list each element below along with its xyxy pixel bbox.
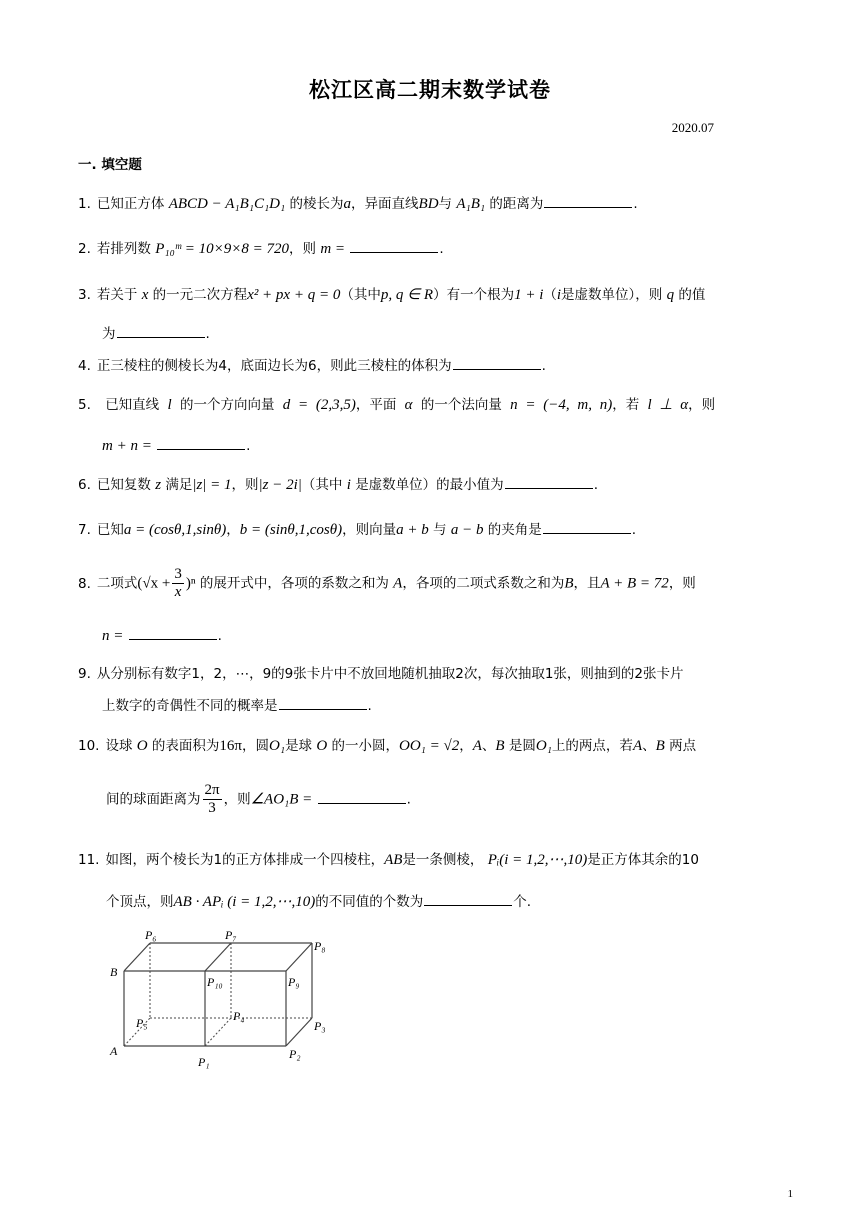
q10-math: O	[136, 738, 148, 754]
q3-math: 1 + i	[514, 287, 544, 303]
question-7	[78, 518, 636, 539]
q11-text: 个顶点，则	[106, 894, 174, 910]
q10-math: O	[316, 738, 328, 754]
q3-text: 若关于	[96, 287, 138, 303]
q6-math: i	[346, 477, 351, 493]
q5-math: m + n =	[102, 438, 152, 454]
question-number: 8.	[78, 575, 91, 592]
q1-text: 与	[438, 196, 453, 212]
q8-math: )ⁿ	[185, 575, 196, 592]
q5-text: 的一个法向量	[420, 397, 502, 413]
fraction-numerator: 3	[174, 566, 182, 582]
question-number: 11.	[78, 852, 100, 868]
label-P8: P₈	[314, 939, 326, 953]
question-5	[78, 393, 715, 414]
q10-text: 的一小圆，	[331, 738, 399, 754]
q11-text: 是一条侧棱，	[402, 852, 484, 868]
q1-text: 已知正方体	[96, 196, 165, 212]
q7-text: 与	[433, 522, 447, 538]
q6-text: ，则	[231, 477, 259, 493]
prism-figure	[105, 924, 345, 1074]
q1-end: .	[633, 196, 638, 212]
q7-math: b = (sinθ,1,cosθ)	[239, 522, 343, 538]
answer-blank[interactable]	[279, 695, 367, 710]
q2-text: 若排列数	[96, 241, 151, 257]
q6-text: （其中	[301, 477, 343, 493]
edge	[124, 943, 150, 971]
q10-text: ，	[459, 738, 473, 754]
q3-text: 的值	[678, 287, 706, 303]
q10-fraction	[203, 782, 222, 817]
q10-text: 、	[481, 738, 496, 754]
question-4	[78, 354, 546, 374]
q8-text: 二项式	[96, 575, 138, 592]
answer-blank[interactable]	[544, 193, 632, 208]
q1-math: ABCD − A₁B₁C₁D₁	[168, 196, 286, 212]
q10-text: ，圆	[242, 738, 269, 754]
q3-text: 的一元二次方程	[152, 287, 248, 303]
q5-text: ，若	[612, 397, 640, 413]
question-number: 2.	[78, 241, 91, 257]
label-P10: P₁₀	[207, 975, 223, 989]
answer-blank[interactable]	[543, 519, 631, 534]
q8-math: A + B = 72	[600, 575, 669, 592]
answer-blank[interactable]	[350, 238, 438, 253]
q3-text: ）有一个根为	[433, 287, 515, 303]
question-11-line-2	[106, 890, 531, 911]
edge	[205, 943, 231, 971]
q10-text: ，则	[223, 791, 251, 808]
q10-math: A	[472, 738, 482, 754]
q11-math: AB · APᵢ (i = 1,2,⋯,10)	[173, 894, 316, 910]
question-number: 10.	[78, 738, 100, 754]
q10-math: ∠AO₁B =	[250, 791, 313, 808]
question-8	[78, 566, 696, 601]
fraction-numerator: 2π	[204, 782, 220, 798]
q6-math: z	[155, 477, 162, 493]
q3-math: i	[556, 287, 562, 303]
q5-math: l ⊥ α	[647, 397, 689, 413]
question-number: 4.	[78, 358, 91, 374]
page-title: 松江区高二期末数学试卷	[309, 78, 551, 102]
exam-date: 2020.07	[671, 120, 714, 135]
question-11	[78, 848, 699, 869]
q8-text: ，各项的二项式系数之和为	[402, 575, 565, 592]
q11-end: 个.	[513, 894, 532, 910]
q6-end: .	[593, 477, 598, 493]
q10-math: OO₁ = √2	[399, 738, 460, 754]
q10-end: .	[406, 791, 411, 808]
q10-text: 的表面积为	[151, 738, 220, 754]
q8-text: ，且	[573, 575, 601, 592]
q1-math: A₁B₁	[456, 196, 486, 212]
question-6	[78, 473, 598, 494]
q11-text: 是正方体其余的10	[587, 852, 699, 868]
q2-math: P₁₀ᵐ = 10×9×8 = 720	[155, 241, 290, 257]
q3-text: （	[543, 287, 557, 303]
q3-text: 是虚数单位），则	[561, 287, 663, 303]
edge	[286, 1018, 312, 1046]
q2-text: ，则	[289, 241, 317, 257]
q3-end: .	[205, 326, 210, 342]
question-number: 7.	[78, 522, 91, 538]
q7-text: ，	[226, 522, 240, 538]
q6-text: 是虚数单位）的最小值为	[355, 477, 504, 493]
fraction-denominator: 3	[208, 800, 216, 816]
question-3	[78, 283, 705, 304]
q10-text: 上的两点，若	[551, 738, 633, 754]
q7-text: 的夹角是	[487, 522, 542, 538]
q8-text: ，则	[668, 575, 696, 592]
q3-text: 为	[102, 326, 116, 342]
q8-math: B	[564, 575, 574, 592]
label-P9: P₉	[288, 975, 300, 989]
q10-text: 、	[642, 738, 656, 754]
q11-text: 的不同值的个数为	[315, 894, 424, 910]
q10-math: B	[495, 738, 505, 754]
answer-blank[interactable]	[157, 435, 245, 450]
question-3-line-2	[102, 322, 210, 342]
q5-math: α	[404, 397, 413, 413]
q9-text: 上数字的奇偶性不同的概率是	[102, 698, 278, 714]
label-P6: P₆	[145, 928, 157, 942]
question-number: 3.	[78, 287, 91, 303]
label-P5: P₅	[136, 1016, 148, 1030]
q10-math: O₁	[269, 738, 286, 754]
q10-text: 间的球面距离为	[106, 791, 201, 808]
q5-math: d = (2,3,5)	[282, 397, 356, 413]
q5-end: .	[246, 438, 251, 454]
q5-text: ，则	[688, 397, 716, 413]
label-P2: P₂	[289, 1047, 301, 1061]
q7-text: ，则向量	[342, 522, 397, 538]
q8-math: A	[393, 575, 403, 592]
q7-math: a + b	[396, 522, 429, 538]
q5-math: n = (−4, m, n)	[510, 397, 613, 413]
q5-text: 已知直线	[105, 397, 160, 413]
q4-text: 正三棱柱的侧棱长为4，底面边长为6，则此三棱柱的体积为	[96, 358, 452, 374]
q10-math: A	[632, 738, 643, 754]
q6-math: |z| = 1	[192, 477, 232, 493]
answer-blank[interactable]	[117, 323, 205, 338]
q7-end: .	[631, 522, 637, 538]
question-10-line-2	[106, 782, 411, 817]
q10-text: 是圆	[508, 738, 536, 754]
q3-text: （其中	[340, 287, 381, 303]
q10-math: O₁	[535, 738, 552, 754]
question-1	[78, 192, 638, 213]
q7-math: a − b	[450, 522, 484, 538]
q5-text: 的一个方向向量	[179, 397, 275, 413]
q1-text: 的棱长为	[289, 196, 344, 212]
q11-text: 如图，两个棱长为1的正方体排成一个四棱柱，	[105, 852, 385, 868]
q8-fraction	[172, 566, 184, 601]
q8-text: 的展开式中，各项的系数之和为	[199, 575, 389, 592]
q9-text: 从分别标有数字1，2，⋯，9的9张卡片中不放回地随机抽取2次，每次抽取1张，则抽到的2张卡片	[96, 666, 684, 682]
label-A: A	[110, 1044, 118, 1058]
question-number: 5.	[78, 397, 91, 413]
label-P3: P₃	[314, 1019, 326, 1033]
label-P4: P₄	[233, 1009, 245, 1023]
q6-text: 满足	[165, 477, 193, 493]
answer-blank[interactable]	[505, 474, 593, 489]
answer-blank[interactable]	[424, 891, 512, 906]
q3-math: x	[141, 287, 149, 303]
q11-math: Pᵢ(i = 1,2,⋯,10)	[487, 852, 588, 868]
q6-text: 已知复数	[96, 477, 151, 493]
question-5-line-2	[102, 435, 250, 455]
edge	[286, 943, 312, 971]
q3-math: p, q ∈ R	[380, 287, 434, 303]
question-8-line-2	[102, 625, 222, 645]
q1-text: 的距离为	[489, 196, 544, 212]
answer-blank[interactable]	[129, 625, 217, 640]
question-number: 1.	[78, 196, 91, 212]
q4-end: .	[541, 358, 546, 374]
q7-text: 已知	[96, 522, 124, 538]
q10-math: 16π	[219, 738, 242, 754]
q11-math: AB	[384, 852, 403, 868]
hidden-edge	[205, 1018, 231, 1046]
q5-math: l	[167, 397, 172, 413]
q10-text: 设球	[105, 738, 133, 754]
q1-math: a	[343, 196, 352, 212]
q10-text: 是球	[285, 738, 313, 754]
question-9-line-2	[102, 694, 372, 714]
page-number: 1	[787, 1188, 793, 1200]
label-P7: P₇	[225, 928, 237, 942]
q1-text: ，异面直线	[351, 196, 419, 212]
q1-math: BD	[418, 196, 439, 212]
q2-end: .	[439, 241, 444, 257]
question-number: 9.	[78, 666, 91, 682]
label-B: B	[110, 965, 118, 979]
question-2	[78, 237, 444, 258]
q8-math: (√x +	[137, 575, 171, 592]
q5-text: ，平面	[355, 397, 397, 413]
question-9	[78, 662, 684, 682]
q10-math: B	[655, 738, 665, 754]
q3-math: x² + px + q = 0	[247, 287, 341, 303]
q10-text: 两点	[669, 738, 697, 754]
q6-math: |z − 2i|	[258, 477, 302, 493]
q8-end: .	[217, 628, 222, 644]
q7-math: a = (cosθ,1,sinθ)	[123, 522, 227, 538]
section-heading: 一. 填空题	[78, 157, 142, 173]
q3-math: q	[666, 287, 675, 303]
question-number: 6.	[78, 477, 91, 493]
q9-end: .	[367, 698, 372, 714]
answer-blank[interactable]	[318, 789, 406, 804]
question-10	[78, 734, 696, 755]
q2-math: m =	[320, 241, 346, 257]
fraction-denominator: x	[174, 584, 182, 600]
q8-math: n =	[102, 628, 124, 644]
label-P1: P₁	[198, 1055, 210, 1069]
answer-blank[interactable]	[453, 355, 541, 370]
